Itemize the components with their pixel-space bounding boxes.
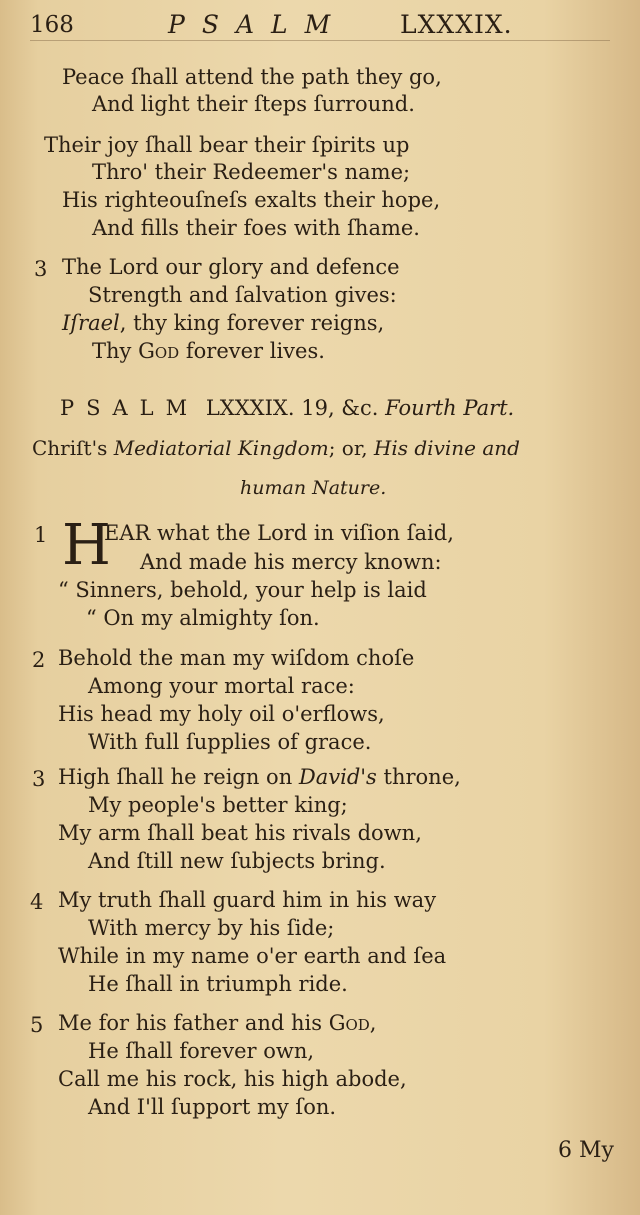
verse-line: EAR what the Lord in viſion ſaid, bbox=[104, 521, 454, 545]
page-number: 168 bbox=[30, 12, 74, 38]
verse-line: And I'll ſupport my ſon. bbox=[88, 1095, 337, 1119]
small-caps-word: God bbox=[328, 1011, 370, 1035]
verse-line bbox=[58, 764, 461, 790]
verse-line: Strength and ſalvation gives: bbox=[88, 283, 397, 307]
verse-line: His head my holy oil o'erflows, bbox=[58, 702, 385, 726]
verse-line: Their joy ſhall bear their ſpirits up bbox=[44, 133, 410, 157]
verse-line: Behold the man my wiſdom choſe bbox=[58, 646, 415, 670]
drop-cap: H bbox=[62, 513, 111, 578]
verse-number: 3 bbox=[34, 257, 48, 281]
subtitle-text: ; or, bbox=[328, 436, 374, 460]
verse-line: “ Sinners, behold, your help is laid bbox=[58, 578, 427, 602]
verse-line: With full ſupplies of grace. bbox=[88, 730, 372, 754]
line-text: , thy king forever reigns, bbox=[119, 311, 385, 335]
running-head bbox=[0, 8, 640, 42]
italic-name: David's bbox=[298, 765, 377, 789]
section-subtitle-continued: human Nature. bbox=[240, 477, 387, 499]
catchword: 6 My bbox=[558, 1138, 614, 1163]
head-rule bbox=[30, 40, 610, 41]
heading-reference: LXXXIX. 19, &c. bbox=[205, 396, 379, 420]
small-caps-word: God bbox=[138, 339, 180, 363]
subtitle-text: Chriſt's bbox=[32, 436, 114, 460]
verse-line: The Lord our glory and defence bbox=[62, 255, 400, 279]
verse-line: His righteouſneſs exalts their hope, bbox=[62, 188, 441, 212]
verse-number: 3 bbox=[32, 767, 46, 791]
verse-number: 4 bbox=[30, 890, 44, 914]
verse-line: My arm ſhall beat his rivals down, bbox=[58, 821, 422, 845]
running-roman: LXXXIX. bbox=[400, 10, 513, 39]
verse-line: And light their ſteps ſurround. bbox=[92, 92, 415, 116]
verse-line: Thro' their Redeemer's name; bbox=[92, 160, 411, 184]
verse-line: While in my name o'er earth and ſea bbox=[58, 944, 447, 968]
verse-number: 2 bbox=[32, 648, 46, 672]
heading-psalm: PSALM bbox=[60, 396, 200, 420]
verse-line: Call me his rock, his high abode, bbox=[58, 1067, 407, 1091]
verse-number: 1 bbox=[34, 523, 48, 547]
verse-line: My truth ſhall guard him in his way bbox=[58, 888, 437, 912]
line-text: throne, bbox=[376, 765, 461, 789]
line-text: forever lives. bbox=[179, 339, 325, 363]
verse-line: “ On my almighty ſon. bbox=[86, 606, 320, 630]
line-text: , bbox=[369, 1011, 377, 1035]
verse-line bbox=[92, 338, 325, 364]
subtitle-italic: His divine and bbox=[373, 436, 520, 460]
verse-line: He ſhall forever own, bbox=[88, 1039, 315, 1063]
verse-line: My people's better king; bbox=[88, 793, 348, 817]
verse-line: With mercy by his ſide; bbox=[88, 916, 335, 940]
running-title: PSALM bbox=[168, 10, 348, 39]
section-subtitle bbox=[32, 436, 520, 460]
line-text: Me for his father and his bbox=[58, 1011, 329, 1035]
italic-name: Iſrael bbox=[62, 311, 120, 335]
verse-line: He ſhall in triumph ride. bbox=[88, 972, 348, 996]
verse-line: Peace ſhall attend the path they go, bbox=[62, 65, 442, 89]
verse-line bbox=[62, 310, 384, 336]
section-heading bbox=[60, 396, 514, 420]
line-text: Thy bbox=[92, 339, 139, 363]
verse-number: 5 bbox=[30, 1013, 44, 1037]
subtitle-italic: Mediatorial Kingdom bbox=[113, 436, 329, 460]
verse-line: And made his mercy known: bbox=[140, 550, 442, 574]
line-text: High ſhall he reign on bbox=[58, 765, 299, 789]
verse-line: And ſtill new ſubjects bring. bbox=[88, 849, 386, 873]
heading-part: Fourth Part. bbox=[385, 396, 515, 420]
verse-line: And fills their foes with ſhame. bbox=[92, 216, 420, 240]
verse-line: Among your mortal race: bbox=[88, 674, 355, 698]
verse-line bbox=[58, 1010, 376, 1036]
